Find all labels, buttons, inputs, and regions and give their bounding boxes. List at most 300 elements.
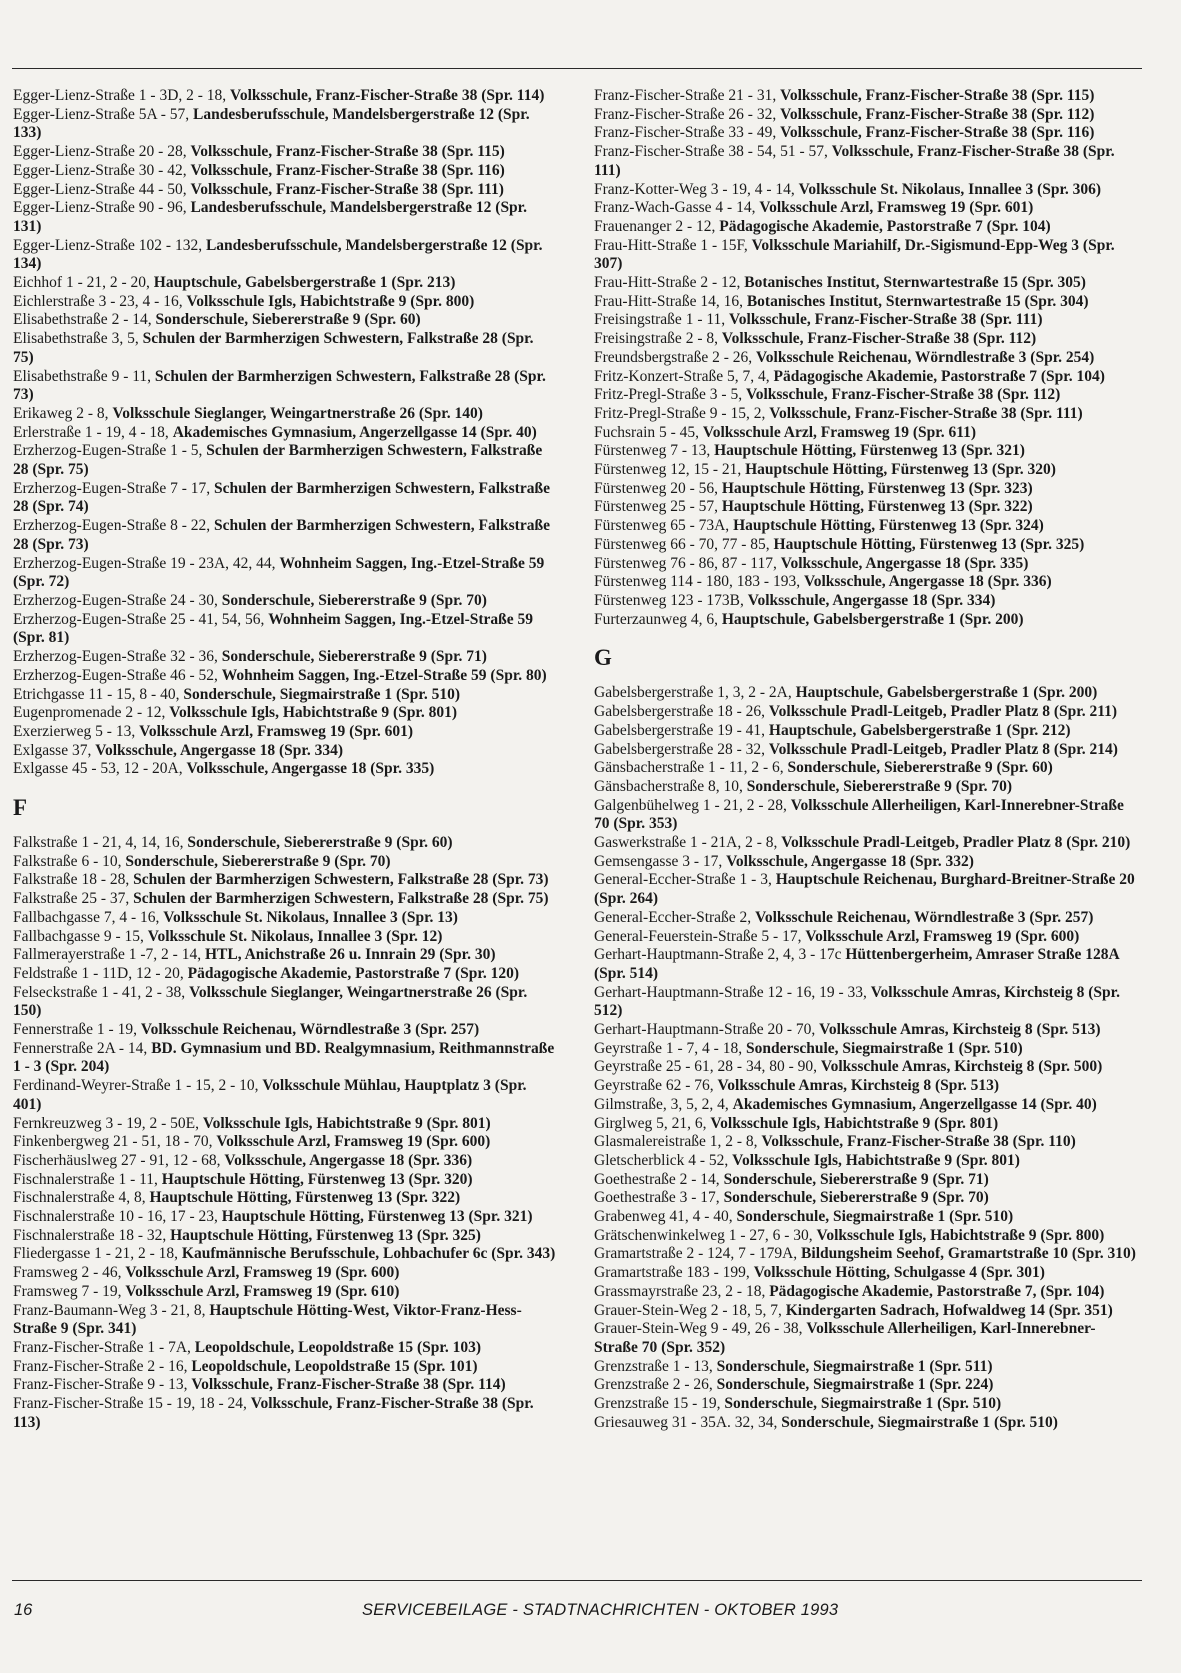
assigned-school: Volksschule Mariahilf, Dr.-Sigismund-Epp-Weg 3 (Spr. 307) (594, 236, 1115, 273)
list-item (594, 1358, 1139, 1377)
assigned-school: Volksschule Igls, Habichtstraße 9 (Spr. 801) (202, 1114, 491, 1132)
street-range: Gänsbacherstraße 1 - 11, 2 - 6, (594, 759, 788, 777)
list-item (594, 1208, 1139, 1227)
street-range: Gilmstraße, 3, 5, 2, 4, (594, 1095, 733, 1113)
assigned-school: Volksschule, Franz-Fischer-Straße 38 (Spr. 111) (190, 180, 504, 198)
entries-f-continued (594, 87, 1139, 629)
list-item (13, 853, 558, 872)
page-footer (0, 1593, 1181, 1621)
assigned-school: Volksschule St. Nikolaus, Innallee 3 (Spr. 13) (163, 908, 458, 926)
list-item (594, 480, 1139, 499)
assigned-school: Pädagogische Akademie, Pastorstraße 7 (Spr. 120) (187, 964, 520, 982)
list-item (13, 442, 558, 479)
street-range: Grätschenwinkelweg 1 - 27, 6 - 30, (594, 1226, 817, 1244)
list-item (13, 1358, 558, 1377)
list-item (13, 274, 558, 293)
list-item (13, 1021, 558, 1040)
assigned-school: Pädagogische Akademie, Pastorstraße 7, (Spr. 104) (769, 1282, 1105, 1300)
assigned-school: Leopoldschule, Leopoldstraße 15 (Spr. 101) (191, 1357, 478, 1375)
list-item (13, 648, 558, 667)
list-item (594, 536, 1139, 555)
assigned-school: Volksschule Reichenau, Wörndlestraße 3 (Spr. 257) (755, 908, 1094, 926)
street-range: Egger-Lienz-Straße 90 - 96, (13, 199, 191, 217)
assigned-school: Schulen der Barmherzigen Schwestern, Falkstraße 28 (Spr. 74) (13, 479, 550, 516)
list-item (594, 1227, 1139, 1246)
list-item (594, 87, 1139, 106)
assigned-school: Volksschule, Franz-Fischer-Straße 38 (Spr. 116) (190, 161, 505, 179)
assigned-school: Volksschule, Franz-Fischer-Straße 38 (Spr. 111) (594, 143, 1115, 179)
assigned-school: Landesberufsschule, Mandelsbergerstraße 12 (Spr. 133) (13, 105, 530, 142)
assigned-school: Sonderschule, Siegmairstraße 1 (Spr. 511) (716, 1357, 993, 1375)
list-item (594, 1320, 1139, 1357)
list-item (13, 592, 558, 611)
street-range: Gramartstraße 183 - 199, (594, 1264, 754, 1282)
street-range: Fritz-Pregl-Straße 9 - 15, 2, (594, 404, 770, 422)
assigned-school: Sonderschule, Siebererstraße 9 (Spr. 60) (787, 759, 1053, 777)
street-range: Grenzstraße 2 - 26, (594, 1376, 717, 1394)
list-item (13, 723, 558, 742)
list-item (594, 1189, 1139, 1208)
street-range: Franz-Fischer-Straße 1 - 7A, (13, 1339, 195, 1356)
list-item (13, 1208, 558, 1227)
list-item (594, 1040, 1139, 1059)
list-item (594, 349, 1139, 368)
list-item (13, 555, 558, 592)
list-item (13, 162, 558, 181)
list-item (13, 760, 558, 779)
list-item (594, 703, 1139, 722)
assigned-school: Volksschule, Franz-Fischer-Straße 38 (Spr. 114) (191, 1376, 506, 1394)
street-range: Franz-Fischer-Straße 15 - 19, 18 - 24, (13, 1395, 251, 1413)
assigned-school: Akademisches Gymnasium, Angerzellgasse 14 (Spr. 40) (172, 423, 537, 441)
list-item (13, 742, 558, 761)
assigned-school: Volksschule Igls, Habichtstraße 9 (Spr. 801) (710, 1114, 999, 1132)
list-item (13, 1302, 558, 1339)
street-range: Grenzstraße 15 - 19, (594, 1395, 725, 1413)
street-range: Fischnalerstraße 1 - 11, (13, 1170, 162, 1188)
street-range: Fischnalerstraße 4, 8, (13, 1189, 150, 1207)
list-item (13, 1040, 558, 1077)
assigned-school: Sonderschule, Siegmairstraße 1 (Spr. 224) (716, 1376, 994, 1394)
street-range: Franz-Fischer-Straße 26 - 32, (594, 105, 781, 123)
street-range: Framsweg 7 - 19, (13, 1282, 126, 1300)
street-range: Erzherzog-Eugen-Straße 7 - 17, (13, 479, 214, 497)
street-range: Gaswerkstraße 1 - 21A, 2 - 8, (594, 834, 782, 852)
assigned-school: Volksschule Igls, Habichtstraße 9 (Spr. 800) (816, 1226, 1105, 1244)
assigned-school: Hauptschule, Gabelsbergerstraße 1 (Spr. 200) (721, 610, 1024, 628)
street-range: Felseckstraße 1 - 41, 2 - 38, (13, 983, 190, 1001)
street-range: Erzherzog-Eugen-Straße 8 - 22, (13, 517, 214, 535)
list-item (594, 293, 1139, 312)
assigned-school: BD. Gymnasium und BD. Realgymnasium, Reithmannstraße 1 - 3 (Spr. 204) (13, 1039, 555, 1076)
list-item (13, 181, 558, 200)
street-range: Egger-Lienz-Straße 20 - 28, (13, 143, 191, 161)
assigned-school: Hauptschule Hötting, Fürstenweg 13 (Spr. 323) (721, 479, 1033, 497)
assigned-school: Volksschule St. Nikolaus, Innallee 3 (Spr. 306) (798, 180, 1102, 198)
street-range: Erzherzog-Eugen-Straße 46 - 52, (13, 666, 222, 684)
street-range: Erzherzog-Eugen-Straße 32 - 36, (13, 648, 222, 666)
street-range: Gabelsbergerstraße 19 - 41, (594, 721, 769, 739)
list-item (13, 1171, 558, 1190)
list-item (594, 778, 1139, 797)
street-range: Fürstenweg 20 - 56, (594, 479, 722, 497)
assigned-school: HTL, Anichstraße 26 u. Innrain 29 (Spr. 30) (204, 946, 496, 964)
list-item (594, 1077, 1139, 1096)
assigned-school: Volksschule, Franz-Fischer-Straße 38 (Spr. 115) (780, 87, 1095, 104)
street-range: Fischnalerstraße 18 - 32, (13, 1226, 171, 1244)
assigned-school: Landesberufsschule, Mandelsbergerstraße 12 (Spr. 131) (13, 199, 528, 235)
assigned-school: Volksschule Arzl, Framsweg 19 (Spr. 601) (759, 199, 1034, 217)
assigned-school: Volksschule Sieglanger, Weingartnerstraße 26 (Spr. 150) (13, 983, 528, 1020)
assigned-school: Schulen der Barmherzigen Schwestern, Falkstraße 28 (Spr. 75) (13, 442, 543, 479)
street-range: Grassmayrstraße 23, 2 - 18, (594, 1282, 770, 1300)
assigned-school: Hauptschule Hötting, Fürstenweg 13 (Spr. 320) (161, 1170, 473, 1188)
assigned-school: Hauptschule Hötting, Fürstenweg 13 (Spr. 324) (733, 517, 1044, 535)
street-range: Framsweg 2 - 46, (13, 1264, 126, 1282)
street-range: Fischnalerstraße 10 - 16, 17 - 23, (13, 1208, 222, 1226)
assigned-school: Hauptschule Hötting, Fürstenweg 13 (Spr. 320) (745, 461, 1056, 479)
list-item (13, 965, 558, 984)
list-item (13, 237, 558, 274)
assigned-school: Volksschule Pradl-Leitgeb, Pradler Platz 8 (Spr. 210) (781, 834, 1131, 852)
list-item (594, 592, 1139, 611)
list-item (13, 480, 558, 517)
street-range: Franz-Fischer-Straße 21 - 31, (594, 87, 781, 104)
street-range: Frau-Hitt-Straße 2 - 12, (594, 274, 745, 292)
list-item (13, 1395, 558, 1432)
street-range: Fallmerayerstraße 1 -7, 2 - 14, (13, 946, 205, 964)
left-column (13, 87, 558, 1433)
street-range: Egger-Lienz-Straße 44 - 50, (13, 180, 191, 198)
list-item (13, 834, 558, 853)
assigned-school: Volksschule Allerheiligen, Karl-Innerebner-Straße 70 (Spr. 353) (594, 796, 1124, 833)
street-range: Elisabethstraße 2 - 14, (13, 311, 156, 329)
list-item (594, 181, 1139, 200)
list-item (13, 890, 558, 909)
assigned-school: Volksschule, Franz-Fischer-Straße 38 (Spr. 112) (780, 105, 1095, 123)
street-range: Franz-Kotter-Weg 3 - 19, 4 - 14, (594, 180, 799, 198)
street-range: Fritz-Pregl-Straße 3 - 5, (594, 386, 746, 404)
street-range: Fliedergasse 1 - 21, 2 - 18, (13, 1245, 182, 1263)
list-item (594, 124, 1139, 143)
assigned-school: Pädagogische Akademie, Pastorstraße 7 (Spr. 104) (719, 217, 1051, 235)
list-item (594, 909, 1139, 928)
street-range: Grenzstraße 1 - 13, (594, 1357, 717, 1375)
assigned-school: Sonderschule, Siebererstraße 9 (Spr. 70) (125, 852, 391, 870)
street-range: Eichlerstraße 3 - 23, 4 - 16, (13, 292, 187, 310)
street-range: General-Eccher-Straße 1 - 3, (594, 871, 776, 889)
page-number: 16 (14, 1601, 33, 1619)
list-item (594, 1152, 1139, 1171)
assigned-school: Volksschule, Angergasse 18 (Spr. 332) (726, 852, 974, 870)
list-item (594, 330, 1139, 349)
assigned-school: Leopoldschule, Leopoldstraße 15 (Spr. 103) (194, 1339, 481, 1356)
street-range: Fürstenweg 7 - 13, (594, 442, 715, 460)
assigned-school: Hauptschule Hötting, Fürstenweg 13 (Spr. 322) (721, 498, 1033, 516)
street-range: Gemsengasse 3 - 17, (594, 852, 727, 870)
street-range: Fürstenweg 66 - 70, 77 - 85, (594, 535, 774, 553)
assigned-school: Volksschule, Angergasse 18 (Spr. 335) (780, 554, 1029, 572)
street-range: Franz-Fischer-Straße 2 - 16, (13, 1357, 192, 1375)
list-item (594, 1376, 1139, 1395)
assigned-school: Volksschule, Franz-Fischer-Straße 38 (Spr. 111) (729, 311, 1043, 329)
assigned-school: Volksschule Amras, Kirchsteig 8 (Spr. 500) (820, 1058, 1103, 1076)
list-item (594, 1115, 1139, 1134)
assigned-school: Sonderschule, Siegmairstraße 1 (Spr. 510) (183, 685, 461, 703)
list-item (13, 667, 558, 686)
street-range: Erzherzog-Eugen-Straße 1 - 5, (13, 442, 207, 460)
list-item (594, 311, 1139, 330)
list-item (594, 517, 1139, 536)
assigned-school: Volksschule, Angergasse 18 (Spr. 336) (224, 1151, 473, 1169)
list-item (594, 611, 1139, 630)
assigned-school: Volksschule, Franz-Fischer-Straße 38 (Spr. 111) (769, 404, 1083, 422)
publication-title: SERVICEBEILAGE - STADTNACHRICHTEN - OKTOBER 1993 (362, 1601, 839, 1619)
assigned-school: Hauptschule Reichenau, Burghard-Breitner-Straße 20 (Spr. 264) (594, 871, 1135, 908)
street-range: Geyrstraße 62 - 76, (594, 1077, 718, 1095)
assigned-school: Volksschule Hötting, Schulgasse 4 (Spr. 301) (753, 1264, 1045, 1282)
list-item (594, 555, 1139, 574)
list-item (13, 871, 558, 890)
list-item (594, 573, 1139, 592)
assigned-school: Volksschule Reichenau, Wörndlestraße 3 (Spr. 254) (756, 348, 1095, 366)
list-item (13, 368, 558, 405)
list-item (13, 1077, 558, 1114)
list-item (594, 386, 1139, 405)
assigned-school: Sonderschule, Siebererstraße 9 (Spr. 70) (723, 1189, 989, 1207)
street-range: Gänsbacherstraße 8, 10, (594, 777, 747, 795)
list-item (594, 946, 1139, 983)
list-item (594, 684, 1139, 703)
assigned-school: Sonderschule, Siegmairstraße 1 (Spr. 510) (724, 1395, 1002, 1413)
list-item (594, 1058, 1139, 1077)
assigned-school: Sonderschule, Siebererstraße 9 (Spr. 60) (155, 311, 421, 329)
assigned-school: Botanisches Institut, Sternwartestraße 15 (Spr. 305) (744, 274, 1086, 292)
assigned-school: Bildungsheim Seehof, Gramartstraße 10 (Spr. 310) (801, 1245, 1136, 1263)
list-item (13, 1245, 558, 1264)
street-range: Falkstraße 6 - 10, (13, 852, 126, 870)
assigned-school: Schulen der Barmherzigen Schwestern, Falkstraße 28 (Spr. 73) (13, 367, 546, 404)
assigned-school: Akademisches Gymnasium, Angerzellgasse 14 (Spr. 40) (732, 1095, 1097, 1113)
list-item (13, 330, 558, 367)
street-range: Egger-Lienz-Straße 30 - 42, (13, 161, 191, 179)
street-range: Fritz-Konzert-Straße 5, 7, 4, (594, 367, 774, 385)
street-range: Goethestraße 2 - 14, (594, 1170, 724, 1188)
assigned-school: Wohnheim Saggen, Ing.-Etzel-Straße 59 (Spr. 80) (221, 666, 547, 684)
list-item (594, 797, 1139, 834)
list-item (594, 984, 1139, 1021)
street-range: Fennerstraße 2A - 14, (13, 1039, 152, 1057)
list-item (594, 237, 1139, 274)
assigned-school: Volksschule Arzl, Framsweg 19 (Spr. 600) (125, 1264, 400, 1282)
assigned-school: Volksschule, Angergasse 18 (Spr. 335) (186, 760, 435, 778)
street-range: Egger-Lienz-Straße 102 - 132, (13, 236, 206, 254)
assigned-school: Volksschule Arzl, Framsweg 19 (Spr. 600) (216, 1133, 491, 1151)
street-range: Finkenbergweg 21 - 51, 18 - 70, (13, 1133, 217, 1151)
list-item (594, 106, 1139, 125)
street-range: Exlgasse 45 - 53, 12 - 20A, (13, 760, 187, 778)
list-item (594, 853, 1139, 872)
street-range: Gletscherblick 4 - 52, (594, 1151, 733, 1169)
list-item (594, 928, 1139, 947)
street-range: Fürstenweg 123 - 173B, (594, 591, 748, 609)
street-range: Eichhof 1 - 21, 2 - 20, (13, 274, 154, 292)
list-item (13, 1227, 558, 1246)
assigned-school: Volksschule St. Nikolaus, Innallee 3 (Spr. 12) (147, 927, 443, 945)
assigned-school: Hauptschule Hötting-West, Viktor-Franz-Hess-Straße 9 (Spr. 341) (13, 1301, 522, 1338)
section-letter-g: G (594, 645, 612, 671)
assigned-school: Hüttenbergerheim, Amraser Straße 128A (Spr. 514) (594, 946, 1119, 982)
street-range: Frau-Hitt-Straße 1 - 15F, (594, 236, 752, 254)
list-item (594, 368, 1139, 387)
street-range: Erzherzog-Eugen-Straße 24 - 30, (13, 591, 222, 609)
street-range: Freisingstraße 1 - 11, (594, 311, 730, 329)
list-item (13, 405, 558, 424)
assigned-school: Sonderschule, Siebererstraße 9 (Spr. 71) (723, 1170, 989, 1188)
assigned-school: Hauptschule Hötting, Fürstenweg 13 (Spr. 325) (773, 535, 1085, 553)
street-range: Fallbachgasse 9 - 15, (13, 927, 148, 945)
list-item (594, 143, 1139, 180)
assigned-school: Volksschule Arzl, Framsweg 19 (Spr. 610) (125, 1282, 400, 1300)
street-range: Fürstenweg 65 - 73A, (594, 517, 734, 535)
list-item (594, 1414, 1139, 1433)
list-item (594, 1302, 1139, 1321)
list-item (13, 1189, 558, 1208)
street-range: Franz-Fischer-Straße 33 - 49, (594, 124, 781, 142)
street-range: Falkstraße 25 - 37, (13, 890, 134, 908)
assigned-school: Volksschule Pradl-Leitgeb, Pradler Platz 8 (Spr. 211) (768, 703, 1118, 721)
street-range: Falkstraße 1 - 21, 4, 14, 16, (13, 834, 188, 852)
street-range: Girglweg 5, 21, 6, (594, 1114, 711, 1132)
assigned-school: Volksschule Reichenau, Wörndlestraße 3 (Spr. 257) (140, 1021, 480, 1039)
assigned-school: Wohnheim Saggen, Ing.-Etzel-Straße 59 (Spr. 72) (13, 554, 545, 591)
assigned-school: Volksschule, Franz-Fischer-Straße 38 (Spr. 115) (190, 143, 505, 161)
street-range: Exlgasse 37, (13, 741, 96, 759)
street-range: Fennerstraße 1 - 19, (13, 1021, 141, 1039)
assigned-school: Sonderschule, Siebererstraße 9 (Spr. 70) (221, 591, 487, 609)
assigned-school: Botanisches Institut, Sternwartestraße 15 (Spr. 304) (746, 292, 1089, 310)
list-item (594, 871, 1139, 908)
street-range: Furterzaunweg 4, 6, (594, 610, 722, 628)
street-range: Franz-Baumann-Weg 3 - 21, 8, (13, 1301, 210, 1319)
list-item (594, 461, 1139, 480)
street-range: Egger-Lienz-Straße 1 - 3D, 2 - 18, (13, 87, 231, 104)
assigned-school: Landesberufsschule, Mandelsbergerstraße 12 (Spr. 134) (13, 236, 543, 273)
street-range: Gabelsbergerstraße 18 - 26, (594, 703, 769, 721)
assigned-school: Schulen der Barmherzigen Schwestern, Falkstraße 28 (Spr. 73) (13, 517, 550, 553)
list-item (13, 1339, 558, 1358)
street-range: Feldstraße 1 - 11D, 12 - 20, (13, 964, 188, 982)
assigned-school: Volksschule, Franz-Fischer-Straße 38 (Spr. 110) (761, 1133, 1076, 1151)
assigned-school: Sonderschule, Siebererstraße 9 (Spr. 70) (746, 777, 1013, 795)
list-item (13, 984, 558, 1021)
assigned-school: Volksschule Amras, Kirchsteig 8 (Spr. 512) (594, 983, 1120, 1020)
assigned-school: Sonderschule, Siegmairstraße 1 (Spr. 510) (736, 1208, 1014, 1226)
list-item (13, 909, 558, 928)
assigned-school: Volksschule, Angergasse 18 (Spr. 334) (95, 741, 343, 759)
assigned-school: Hauptschule Hötting, Fürstenweg 13 (Spr. 321) (221, 1208, 533, 1226)
assigned-school: Hauptschule Hötting, Fürstenweg 13 (Spr. 321) (714, 442, 1025, 460)
assigned-school: Hauptschule, Gabelsbergerstraße 1 (Spr. 213) (153, 274, 456, 292)
street-range: Gabelsbergerstraße 28 - 32, (594, 740, 769, 758)
street-range: Eugenpromenade 2 - 12, (13, 704, 170, 722)
list-item (13, 424, 558, 443)
assigned-school: Schulen der Barmherzigen Schwestern, Falkstraße 28 (Spr. 75) (133, 890, 549, 908)
street-range: Elisabethstraße 9 - 11, (13, 367, 155, 385)
list-item (13, 1264, 558, 1283)
street-range: Falkstraße 18 - 28, (13, 871, 134, 889)
assigned-school: Volksschule, Franz-Fischer-Straße 38 (Spr. 116) (780, 124, 1095, 142)
list-item (594, 199, 1139, 218)
street-range: Gerhart-Hauptmann-Straße 12 - 16, 19 - 33, (594, 983, 871, 1001)
assigned-school: Hauptschule Hötting, Fürstenweg 13 (Spr. 325) (170, 1226, 481, 1244)
street-range: Erzherzog-Eugen-Straße 19 - 23A, 42, 44, (13, 554, 280, 572)
street-range: Grauer-Stein-Weg 2 - 18, 5, 7, (594, 1301, 786, 1319)
assigned-school: Sonderschule, Siebererstraße 9 (Spr. 60) (187, 834, 453, 852)
list-item (594, 442, 1139, 461)
assigned-school: Pädagogische Akademie, Pastorstraße 7 (Spr. 104) (773, 367, 1105, 385)
street-range: Franz-Fischer-Straße 9 - 13, (13, 1376, 192, 1394)
list-item (594, 405, 1139, 424)
assigned-school: Volksschule, Angergasse 18 (Spr. 336) (803, 573, 1052, 591)
street-range: Gramartstraße 2 - 124, 7 - 179A, (594, 1245, 802, 1263)
list-item (594, 1171, 1139, 1190)
list-item (13, 1152, 558, 1171)
top-rule (12, 68, 1142, 69)
street-range: Freundsbergstraße 2 - 26, (594, 348, 757, 366)
list-item (594, 741, 1139, 760)
street-range: Fallbachgasse 7, 4 - 16, (13, 908, 164, 926)
list-item (13, 517, 558, 554)
street-range: Erlerstraße 1 - 19, 4 - 18, (13, 423, 173, 441)
assigned-school: Sonderschule, Siebererstraße 9 (Spr. 71) (221, 648, 487, 666)
street-range: Frauenanger 2 - 12, (594, 217, 720, 235)
assigned-school: Volksschule Allerheiligen, Karl-Innerebner-Straße 70 (Spr. 352) (594, 1320, 1096, 1356)
assigned-school: Volksschule Amras, Kirchsteig 8 (Spr. 513) (717, 1077, 999, 1095)
street-range: Fernkreuzweg 3 - 19, 2 - 50E, (13, 1114, 203, 1132)
list-item (13, 928, 558, 947)
list-item (13, 293, 558, 312)
street-range: Geyrstraße 1 - 7, 4 - 18, (594, 1039, 746, 1057)
assigned-school: Sonderschule, Siegmairstraße 1 (Spr. 510) (745, 1039, 1023, 1057)
list-item (13, 686, 558, 705)
assigned-school: Volksschule Igls, Habichtstraße 9 (Spr. 801) (169, 704, 458, 722)
street-range: Fischerhäuslweg 27 - 91, 12 - 68, (13, 1151, 225, 1169)
assigned-school: Schulen der Barmherzigen Schwestern, Falkstraße 28 (Spr. 73) (133, 871, 549, 889)
street-range: Egger-Lienz-Straße 5A - 57, (13, 105, 194, 123)
list-item (13, 611, 558, 648)
entries-f (13, 834, 558, 1433)
assigned-school: Wohnheim Saggen, Ing.-Etzel-Straße 59 (Spr. 81) (13, 610, 534, 647)
street-range: General-Feuerstein-Straße 5 - 17, (594, 927, 806, 945)
right-column (594, 87, 1139, 1433)
assigned-school: Volksschule Pradl-Leitgeb, Pradler Platz 8 (Spr. 214) (768, 740, 1118, 758)
street-range: Ferdinand-Weyrer-Straße 1 - 15, 2 - 10, (13, 1077, 263, 1095)
assigned-school: Volksschule Arzl, Framsweg 19 (Spr. 611) (702, 423, 977, 441)
list-item (594, 274, 1139, 293)
assigned-school: Volksschule Mühlau, Hauptplatz 3 (Spr. 401) (13, 1077, 527, 1113)
street-range: Elisabethstraße 3, 5, (13, 330, 143, 348)
street-range: Franz-Wach-Gasse 4 - 14, (594, 199, 760, 217)
list-item (594, 1245, 1139, 1264)
list-item (594, 498, 1139, 517)
list-item (594, 722, 1139, 741)
list-item (594, 1264, 1139, 1283)
entries-e (13, 87, 558, 779)
assigned-school: Volksschule, Franz-Fischer-Straße 38 (Spr. 113) (13, 1395, 534, 1431)
list-item (594, 1096, 1139, 1115)
assigned-school: Volksschule Igls, Habichtstraße 9 (Spr. 800) (186, 292, 475, 310)
